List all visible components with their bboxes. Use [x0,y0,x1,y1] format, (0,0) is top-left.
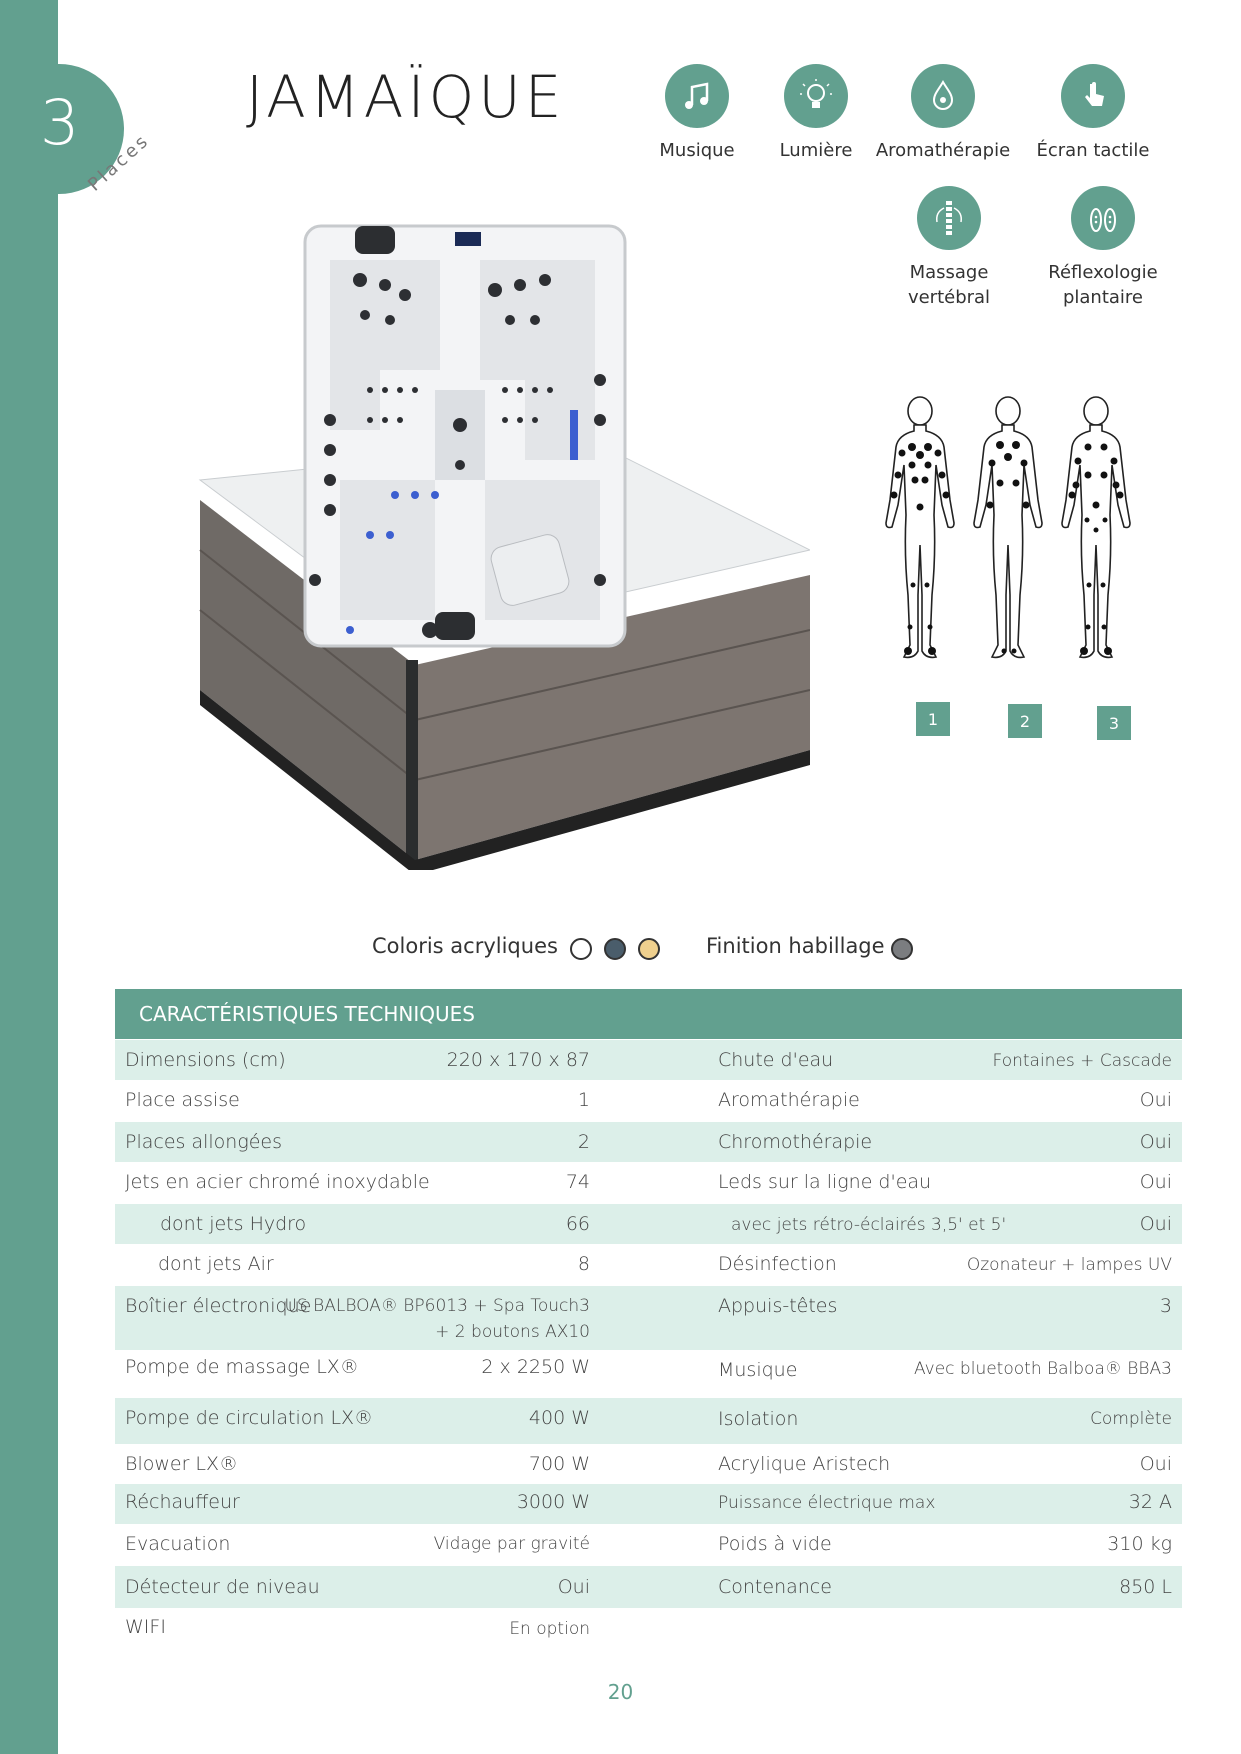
spec-row: Boîtier électronique US BALBOA® BP6013 + Spa Touch3 + 2 boutons AX10 Appuis-têtes 3 [115,1286,1182,1350]
spec-row: dont jets Hydro 66 avec jets rétro-éclairés 3,5' et 5' Oui [115,1204,1182,1244]
page-number: 20 [607,1680,634,1704]
massage-zones-diagram [880,395,1140,685]
massage-position-1: 1 [916,702,950,736]
spec-row: Jets en acier chromé inoxydable 74 Leds sur la ligne d'eau Oui [125,1171,1172,1193]
acrylic-swatch-white [570,938,592,960]
feature-spine [874,186,1024,310]
specs-header: CARACTÉRISTIQUES TECHNIQUES [115,989,1182,1039]
light-bulb-icon [784,64,848,128]
spec-row: Réchauffeur 3000 W Puissance électrique max 32 A [115,1484,1182,1524]
feature-aroma [868,64,1018,163]
acrylic-colors-label: Coloris acryliques [372,934,558,958]
feature-label: Musique [659,140,735,161]
touch-screen-icon [1061,64,1125,128]
finish-colors-label: Finition habillage [706,934,885,958]
product-title: JAMAÏQUE [246,63,566,131]
spec-row: Dimensions (cm) 220 x 170 x 87 Chute d'eau Fontaines + Cascade [115,1040,1182,1080]
music-note-icon [665,64,729,128]
left-sidebar-band [0,0,58,1754]
seats-label: Places [84,129,154,196]
seats-count: 3 [40,86,80,159]
massage-position-2: 2 [1008,704,1042,738]
spec-row: dont jets Air 8 Désinfection Ozonateur + lampes UV [158,1253,1172,1275]
aroma-drop-icon [911,64,975,128]
spec-row: Pompe de circulation LX® 400 W Isolation Complète [115,1398,1182,1444]
acrylic-swatch-sand [638,938,660,960]
spine-icon [917,186,981,250]
feature-label: Massage vertébral [907,262,991,308]
feet-icon [1071,186,1135,250]
spec-row: Blower LX® 700 W Acrylique Aristech Oui [125,1453,1172,1475]
spec-row: Evacuation Vidage par gravité Poids à vide 310 kg [125,1533,1172,1555]
feature-touch [1018,64,1168,163]
spec-row: Place assise 1 Aromathérapie Oui [125,1089,1172,1111]
feature-label: Aromathérapie [875,140,1011,161]
finish-swatch-grey [891,938,913,960]
spec-row: Détecteur de niveau Oui Contenance 850 L [115,1566,1182,1608]
spec-row: Places allongées 2 Chromothérapie Oui [115,1122,1182,1162]
feature-label: Écran tactile [1036,140,1150,161]
feature-label: Lumière [779,140,853,161]
spa-product-image [190,220,810,870]
massage-position-3: 3 [1097,706,1131,740]
spec-row: Pompe de massage LX® 2 x 2250 W Musique Avec bluetooth Balboa® BBA3 [125,1356,1172,1381]
spec-row: WIFI En option [125,1616,590,1639]
acrylic-swatch-slate [604,938,626,960]
feature-feet [1028,186,1178,310]
feature-label: Réflexologie plantaire [1048,262,1158,308]
